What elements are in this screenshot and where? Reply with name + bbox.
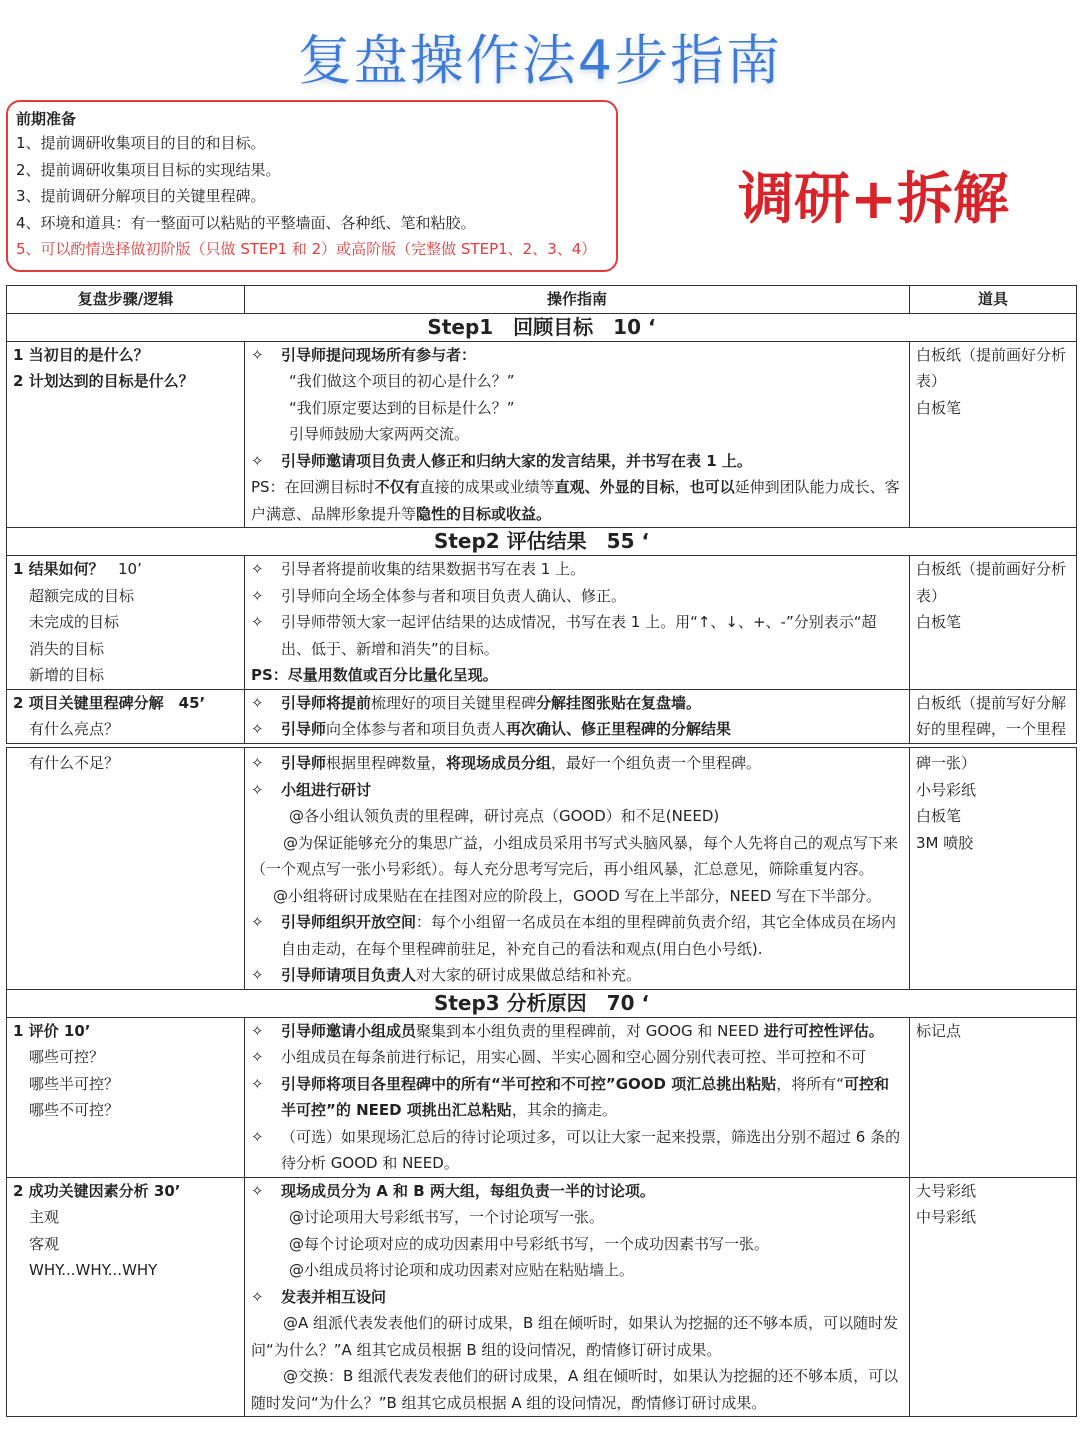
prep-item-highlight: 5、可以酌情选择做初阶版（只做 STEP1 和 2）或高阶版（完整做 STEP1、2、3、4） xyxy=(16,240,597,258)
logic-head: 2 成功关键因素分析 30’ xyxy=(13,1181,181,1200)
diamond-bullet-icon: ✧ xyxy=(251,451,264,470)
step1-row xyxy=(7,341,1077,528)
step3-sub-tools xyxy=(910,1177,1077,1417)
logic-line: 哪些不可控？ xyxy=(29,1101,120,1119)
step2-cont-logic xyxy=(7,748,245,990)
col-header-tools: 道具 xyxy=(910,286,1077,314)
guide-line: 发表并相互设问 xyxy=(281,1287,387,1306)
step2-tools xyxy=(910,556,1077,690)
guide-line: @小组成员将讨论项和成功因素对应贴在粘贴墙上。 xyxy=(289,1261,635,1279)
diamond-bullet-icon: ✧ xyxy=(251,613,264,631)
prep-item: 3、提前调研分解项目的关键里程碑。 xyxy=(16,187,266,205)
col-header-logic: 复盘步骤/逻辑 xyxy=(7,286,245,314)
guide-line: @每个讨论项对应的成功因素用中号彩纸书写，一个成功因素书写一张。 xyxy=(289,1234,770,1253)
guide-line: 小组成员在每条前进行标记，用实心圆、半实心圆和空心圆分别代表可控、半可控和不可 xyxy=(281,1048,867,1066)
guide-line: 小组进行研讨 xyxy=(281,780,372,799)
step3-sub-guide xyxy=(245,1177,910,1417)
logic-line: 哪些半可控？ xyxy=(29,1074,120,1093)
step3-guide: ✧ 引导师邀请小组成员聚集到本小组负责的里程碑前，对 GOOG 和 NEED 进行可控性评估。 ✧ 小组成员在每条前进行标记，用实心圆、半实心圆和空心圆分别代表可控、半可控和不可 ✧ 引导师将项目各里程碑中的所有“半可控和不可控”GOOD 项汇总挑出粘贴，将所有“可控和半可控”的 NEED 项挑出汇总粘贴，其余的摘走。 ✧ （可选）如果现场汇总后的待讨论项过多，可以让大家一起来投票，筛选出分别不超过 6 条的待分析 GOOD 和 NEED。 xyxy=(245,1017,910,1177)
guide-line: 现场成员分为 A 和 B 两大组，每组负责一半的讨论项。 xyxy=(281,1181,655,1200)
logic-line: 超额完成的目标 xyxy=(29,586,135,605)
logic-head: 1 评价 10’ xyxy=(13,1021,91,1040)
logic-line: WHY...WHY...WHY xyxy=(29,1261,158,1279)
guide-line: “我们做这个项目的初心是什么？” xyxy=(289,372,515,390)
diamond-bullet-icon: ✧ xyxy=(251,913,264,931)
step3-sub-row xyxy=(7,1177,1077,1417)
step2-sub-tools: 白板纸（提前写好分解好的里程碑，一个里程 xyxy=(910,689,1077,743)
logic-line: 未完成的目标 xyxy=(29,613,120,631)
logic-line: 新增的目标 xyxy=(29,666,105,684)
step1-title: Step1 回顾目标 10 ‘ xyxy=(7,313,1077,341)
prep-heading: 前期准备 xyxy=(16,110,77,128)
page-title: 复盘操作法4步指南 xyxy=(297,29,783,92)
tool-item: 小号彩纸 xyxy=(916,780,977,799)
diamond-bullet-icon: ✧ xyxy=(251,586,264,605)
guide-line: 引导师提问现场所有参与者： xyxy=(281,345,477,364)
logic-line: 客观 xyxy=(29,1234,60,1253)
logic-line: 消失的目标 xyxy=(29,639,105,658)
guide-table-bottom xyxy=(6,747,1077,1417)
diamond-bullet-icon: ✧ xyxy=(251,1074,264,1093)
tool-item: 白板纸（提前画好分析表） xyxy=(916,345,1067,390)
diamond-bullet-icon: ✧ xyxy=(251,1048,264,1066)
step3-tools xyxy=(910,1017,1077,1177)
logic-line: 2 计划达到的目标是什么？ xyxy=(13,372,194,390)
step3-row xyxy=(7,1017,1077,1177)
diamond-bullet-icon: ✧ xyxy=(251,345,264,364)
step2-cont-guide: ✧ 引导师根据里程碑数量，将现场成员分组，最好一个组负责一个里程碑。 ✧ 小组进行研讨 @各小组认领负责的里程碑，研讨亮点（GOOD）和不足(NEED) @为保证能够充分的集思广益，小组成员采用书写式头脑风暴，每个人先将自己的观点写下来（一个观点写一张小号彩纸）。每人充分思考写完后，再小组风暴，汇总意见，筛除重复内容。 @小组将研讨成果贴在在挂图对应的阶段上，GOOD 写在上半部分，NEED 写在下半部分。 ✧ 引导师组织开放空间：每个小组留一名成员在本组的里程碑前负责介绍，其它全体成员在场内自由走动，在每个里程碑前驻足，补充自己的看法和观点(用白色小号纸). ✧ 引导师请项目负责人对大家的研讨成果做总结和补充。 xyxy=(245,748,910,990)
guide-line: （可选）如果现场汇总后的待讨论项过多，可以让大家一起来投票，筛选出分别不超过 6 条的待分析 GOOD 和 NEED。 xyxy=(281,1127,901,1172)
logic-line: 有什么不足？ xyxy=(29,754,120,772)
logic-head: 2 项目关键里程碑分解 45’ xyxy=(13,693,206,712)
guide-line: @讨论项用大号彩纸书写，一个讨论项写一张。 xyxy=(289,1208,605,1226)
logic-line: 主观 xyxy=(29,1208,60,1226)
diamond-bullet-icon: ✧ xyxy=(251,780,264,799)
guide-line: @A 组派代表发表他们的研讨成果，B 组在倾听时，如果认为挖掘的还不够本质，可以随时发问“为什么？”A 组其它成员根据 B 组的设问情况，酌情修订研讨成果。 xyxy=(251,1314,899,1359)
step1-tools xyxy=(910,341,1077,528)
step2-row xyxy=(7,556,1077,690)
step1-ps: PS：在回溯目标时不仅有直接的成果或业绩等直观、外显的目标，也可以延伸到团队能力成长、客户满意、品牌形象提升等隐性的目标或收益。 xyxy=(251,478,900,523)
tool-item: 碑一张） xyxy=(916,754,977,772)
tool-item: 大号彩纸 xyxy=(916,1181,977,1200)
diamond-bullet-icon: ✧ xyxy=(251,1021,264,1040)
prep-item: 2、提前调研收集项目目标的实现结果。 xyxy=(16,160,281,179)
step1-logic xyxy=(7,341,245,528)
tool-item: 标记点 xyxy=(916,1021,962,1040)
logic-line: 有什么亮点？ xyxy=(29,720,120,738)
guide-line: @小组将研讨成果贴在在挂图对应的阶段上，GOOD 写在上半部分，NEED 写在下半部分。 xyxy=(273,886,882,905)
prep-item: 1、提前调研收集项目的目的和目标。 xyxy=(16,134,266,152)
guide-line: 引导者将提前收集的结果数据书写在表 1 上。 xyxy=(281,560,586,578)
step3-sub-logic xyxy=(7,1177,245,1417)
diamond-bullet-icon: ✧ xyxy=(251,560,264,578)
col-header-guide: 操作指南 xyxy=(245,286,910,314)
guide-line: PS：尽量用数值或百分比量化呈现。 xyxy=(251,666,498,684)
guide-line: 引导师鼓励大家两两交流。 xyxy=(289,425,470,443)
tool-item: 白板笔 xyxy=(916,613,962,631)
logic-line: 哪些可控？ xyxy=(29,1048,105,1066)
guide-line: @交换：B 组派代表发表他们的研讨成果，A 组在倾听时，如果认为挖掘的还不够本质，可以随时发问“为什么？”B 组其它成员根据 A 组的设问情况，酌情修订研讨成果。 xyxy=(251,1367,899,1412)
tool-item: 中号彩纸 xyxy=(916,1208,977,1226)
tool-item: 白板笔 xyxy=(916,807,962,825)
step2-cont-tools xyxy=(910,748,1077,990)
diamond-bullet-icon: ✧ xyxy=(251,720,264,738)
step1-guide xyxy=(245,341,910,528)
guide-line: 引导师邀请项目负责人修正和归纳大家的发言结果，并书写在表 1 上。 xyxy=(281,451,752,470)
tool-item: 白板纸（提前画好分析表） xyxy=(916,560,1067,605)
step2-logic xyxy=(7,556,245,690)
guide-line: “我们原定要达到的目标是什么？” xyxy=(289,398,515,417)
step2-sub-guide: ✧ 引导师将提前梳理好的项目关键里程碑分解挂图张贴在复盘墙。 ✧ 引导师向全体参与者和项目负责人再次确认、修正里程碑的分解结果 xyxy=(245,689,910,743)
step2-title: Step2 评估结果 55 ‘ xyxy=(7,528,1077,556)
diamond-bullet-icon: ✧ xyxy=(251,1127,264,1146)
tool-item: 3M 喷胶 xyxy=(916,833,974,852)
step2-guide xyxy=(245,556,910,690)
diamond-bullet-icon: ✧ xyxy=(251,1287,264,1306)
guide-line: 引导师向全场全体参与者和项目负责人确认、修正。 xyxy=(281,586,627,605)
header-row xyxy=(7,286,1077,314)
prep-item: 4、环境和道具：有一整面可以粘贴的平整墙面、各种纸、笔和粘胶。 xyxy=(16,213,476,232)
guide-line: @为保证能够充分的集思广益，小组成员采用书写式头脑风暴，每个人先将自己的观点写下来（一个观点写一张小号彩纸）。每人充分思考写完后，再小组风暴，汇总意见，筛除重复内容。 xyxy=(251,833,899,878)
logic-line: 1 当初目的是什么？ xyxy=(13,345,149,364)
step3-title: Step3 分析原因 70 ‘ xyxy=(7,989,1077,1017)
logic-head: 1 结果如何？ xyxy=(13,560,104,578)
logic-time: 10’ xyxy=(117,560,142,578)
diamond-bullet-icon: ✧ xyxy=(251,754,264,772)
slogan: 调研+拆解 xyxy=(738,167,1009,232)
guide-line: @各小组认领负责的里程碑，研讨亮点（GOOD）和不足(NEED) xyxy=(289,807,720,825)
step2-sub-logic xyxy=(7,689,245,743)
guide-table-top xyxy=(6,285,1077,744)
tool-item: 白板笔 xyxy=(916,398,962,417)
step3-logic xyxy=(7,1017,245,1177)
step2-cont-row xyxy=(7,748,1077,990)
step2-sub-row xyxy=(7,689,1077,743)
diamond-bullet-icon: ✧ xyxy=(251,966,264,984)
diamond-bullet-icon: ✧ xyxy=(251,693,264,712)
guide-line: 引导师带领大家一起评估结果的达成情况，书写在表 1 上。用“↑、↓、+、-”分别表示“超出、低于、新增和消失”的目标。 xyxy=(281,613,877,658)
prep-box xyxy=(6,100,618,272)
diamond-bullet-icon: ✧ xyxy=(251,1181,264,1200)
